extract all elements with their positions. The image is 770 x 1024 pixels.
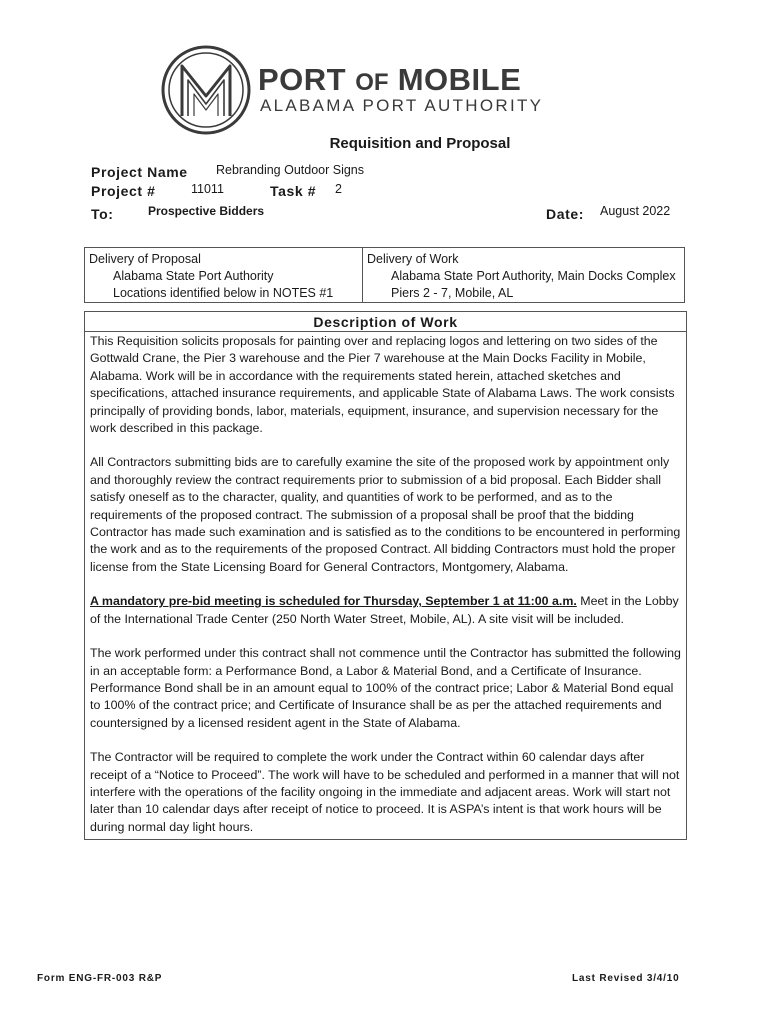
description-paragraph-5: The Contractor will be required to complete the work under the Contract within 60 calendar days after receipt of a “Notice to Proceed”. The work will have to be scheduled and performed in a manner that will not interfere with the operations of the facility ongoing in the immediate and adjacent areas. Work will start not later than 10 calendar days after receipt of notice to proceed. It is ASPA’s intent is that work hours will be during normal day light hours. — [90, 750, 680, 834]
project-number-value: 11011 — [191, 182, 224, 196]
description-paragraph-4: The work performed under this contract shall not commence until the Contractor has submitted the following in an acceptable form: a Performance Bond, a Labor & Material Bond, and a Certificate of Insurance. Performance Bond shall be in an amount equal to 100% of the contract price; Labor & Material Bond equal to 100% of the contract price; and Certificate of Insurance shall be as per the attached requirements and countersigned by a licensed resident agent in the State of Alabama. — [90, 646, 681, 730]
date-value: August 2022 — [600, 204, 671, 218]
task-value: 2 — [335, 182, 342, 196]
delivery-work-line2: Piers 2 - 7, Mobile, AL — [391, 286, 514, 300]
last-revised: Last Revised 3/4/10 — [572, 973, 680, 984]
project-number-label: Project # — [91, 183, 156, 199]
description-paragraph-3 — [90, 593, 682, 628]
project-name-label: Project Name — [91, 164, 188, 180]
form-id: Form ENG-FR-003 R&P — [37, 973, 163, 984]
description-paragraph-2: All Contractors submitting bids are to carefully examine the site of the proposed work by appointment only and thoroughly review the contract requirements prior to submission of a bid proposal. Each Bidder shall satisfy oneself as to the character, quality, and quantities of work to be performed, and as to the requirements of the proposed contract. The submission of a proposal shall be proof that the bidding Contractor has made such examination and is satisfied as to the conditions to be encountered in performing the work and as to the requirements of the proposed Contract. All bidding Contractors must hold the proper license from the State Licensing Board for General Contractors, Montgomery, Alabama. — [90, 455, 681, 574]
description-body — [90, 333, 682, 836]
port-of-mobile-m-emblem-icon — [160, 44, 252, 136]
prebid-meeting-notice: A mandatory pre-bid meeting is scheduled for Thursday, September 1 at 11:00 a.m. — [90, 594, 577, 609]
prebid-meeting-details: Meet in the Lobby of the International Trade Center (250 North Water Street, Mobile, AL). A site visit will be included. — [90, 594, 679, 626]
to-label: To: — [91, 206, 114, 222]
delivery-of-work — [363, 248, 684, 302]
delivery-proposal-title: Delivery of Proposal — [89, 252, 201, 266]
port-of-mobile-logo — [160, 44, 544, 144]
brand-name: PORT OF MOBILE — [258, 62, 522, 97]
project-name-value: Rebranding Outdoor Signs — [216, 163, 365, 177]
delivery-work-line1: Alabama State Port Authority, Main Docks Complex — [391, 269, 676, 283]
to-value: Prospective Bidders — [148, 204, 265, 218]
delivery-proposal-line2: Locations identified below in NOTES #1 — [113, 286, 334, 300]
delivery-table — [84, 247, 685, 303]
document-title: Requisition and Proposal — [329, 135, 511, 152]
task-label: Task # — [270, 183, 317, 199]
description-paragraph-1: This Requisition solicits proposals for painting over and replacing logos and lettering on two sides of the Gottwald Crane, the Pier 3 warehouse and the Pier 7 warehouse at the Main Docks Facility in Mobile, Alabama. Work will be in accordance with the requirements stated herein, attached sketches and specifications, attached insurance requirements, and applicable State of Alabama Laws. The work consists principally of providing bonds, labor, materials, equipment, insurance, and supervision necessary for the work described in this package. — [90, 334, 675, 436]
delivery-of-proposal — [85, 248, 363, 302]
date-label: Date: — [546, 206, 585, 222]
description-of-work-section — [84, 311, 687, 840]
delivery-proposal-line1: Alabama State Port Authority — [113, 269, 274, 283]
description-heading: Description of Work — [85, 312, 686, 332]
brand-subtitle: ALABAMA PORT AUTHORITY — [260, 96, 544, 115]
delivery-work-title: Delivery of Work — [367, 252, 459, 266]
